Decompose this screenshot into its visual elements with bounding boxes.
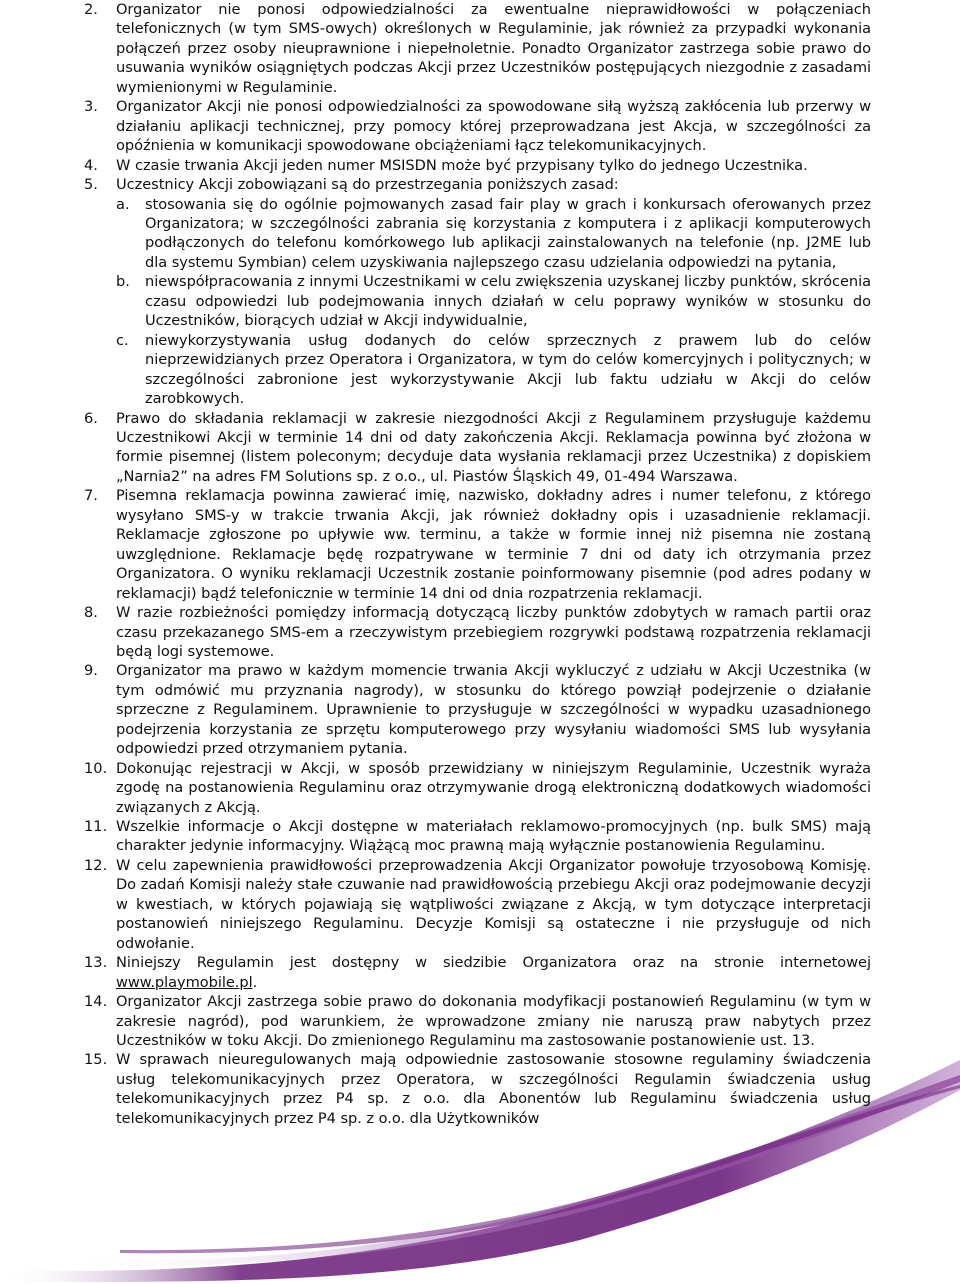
item-text: Organizator Akcji nie ponosi odpowiedzialności za spowodowane siłą wyższą zakłócenia lub przerwy w działaniu aplikacji technicznej, przy pomocy której przeprowadzana jest Akcja, w szczególności za opóźnienia w komunikacji spowodowane obciążeniami łącz telekomunikacyjnych. [116,98,871,155]
list-item [0,603,960,661]
item-number: 6. [84,409,98,427]
item-number: 2. [84,1,98,18]
item-number: 15. [84,1051,108,1069]
list-item [0,97,960,155]
list-item [0,409,960,487]
list-item [0,661,960,758]
item-number: 8. [84,604,98,622]
sub-list-item [0,331,960,409]
item-text: Organizator Akcji zastrzega sobie prawo do dokonania modyfikacji postanowień Regulaminu (w tym w zakresie nagród), pod warunkiem, że wprowadzone zmiany nie naruszą praw nabytych przez Uczestników w toku Akcji. Do zmienionego Regulaminu ma zastosowanie postanowienie ust. 13. [116,993,871,1050]
item-number: 9. [84,662,98,680]
list-item [0,1050,960,1128]
sub-item-text: niewykorzystywania usług dodanych do celów sprzecznych z prawem lub do celów nieprzewidzianych przez Operatora i Organizatora, w tym do celów komercyjnych i politycznych; w szczególności zabronione jest wykorzystywanie Akcji lub faktu udziału w Akcji do celów zarobkowych. [145,331,871,408]
item-number: 4. [84,156,98,174]
list-item [0,759,960,817]
list-item [0,486,960,603]
item-text: Wszelkie informacje o Akcji dostępne w materiałach reklamowo-promocyjnych (np. bulk SMS) mają charakter jedynie informacyjny. Wiążącą moc prawną mają wyłącznie postanowienia Regulaminu. [116,818,871,855]
item-number: 3. [84,98,98,116]
sub-item-letter: c. [116,331,129,349]
item-number: 14. [84,993,108,1011]
item-text: W celu zapewnienia prawidłowości przeprowadzenia Akcji Organizator powołuje trzyosobową Komisję. Do zadań Komisji należy stałe czuwanie nad prawidłowością przebiegu Akcji oraz podejmowanie decyzji w kwestiach, w których pojawiają się wątpliwości związane z Akcją, w tym dotyczące interpretacji postanowień niniejszego Regulaminu. Decyzje Komisji są ostateczne i nie przysługuje od nich odwołanie. [116,856,871,952]
list-item [0,156,960,175]
item-text: W czasie trwania Akcji jeden numer MSISDN może być przypisany tylko do jednego Uczestnika. [116,156,808,174]
item-number: 10. [84,759,108,777]
item-text: W razie rozbieżności pomiędzy informacją dotyczącą liczby punktów zdobytych w ramach partii oraz czasu przekazanego SMS-em a rzeczywistym przebiegiem rozgrywki podstawą rozpatrzenia reklamacji będą logi systemowe. [116,604,871,660]
sub-item-letter: b. [116,273,130,291]
item-text-after-link: . [252,973,258,991]
item-text: W sprawach nieuregulowanych mają odpowiednie zastosowanie stosowne regulaminy świadczenia usług telekomunikacyjnych przez Operatora, w szczególności Regulamin świadczenia usług telekomunikacyjnych przez P4 sp. z o.o. dla Abonentów lub Regulaminu świadczenia usług telekomunikacyjnych przez P4 sp. z o.o. dla Użytkowników [116,1051,871,1127]
item-text: Prawo do składania reklamacji w zakresie niezgodności Akcji z Regulaminem przysługuje każdemu Uczestnikowi Akcji w terminie 14 dni od daty zakończenia Akcji. Reklamacja powinna być złożona w formie pisemnej (listem poleconym; decyduje data wysłania reklamacji przez Uczestnika) z dopiskiem „Narnia2” na adres FM Solutions sp. z o.o., ul. Piastów Śląskich 49, 01-494 Warszawa. [116,409,871,485]
list-item [0,953,960,992]
item-number: 5. [84,176,98,194]
item-text: Uczestnicy Akcji zobowiązani są do przestrzegania poniższych zasad: [116,176,619,194]
list-item [0,992,960,1050]
website-link[interactable]: www.playmobile.pl [116,973,253,991]
sub-list-item [0,272,960,330]
item-number: 11. [84,818,108,836]
list-item [0,0,960,97]
sub-list-item [0,195,960,273]
list-item [0,817,960,856]
sub-item-text: stosowania się do ogólnie pojmowanych zasad fair play w grach i konkursach oferowanych przez Organizatora; w szczególności zabrania się korzystania z komputera i z aplikacji komputerowych podłączonych do telefonu komórkowego lub aplikacji zainstalowanych na telefonie (np. J2ME lub dla systemu Symbian) celem uzyskiwania najlepszego czasu udzielania odpowiedzi na pytania, [145,195,871,271]
list-item [0,175,960,408]
sub-item-text: niewspółpracowania z innymi Uczestnikami w celu zwiększenia uzyskanej liczby punktów, skrócenia czasu odpowiedzi lub podejmowania innych działań w celu poprawy wyników w stosunku do Uczestników, biorących udział w Akcji indywidualnie, [145,273,872,330]
item-text: Organizator ma prawo w każdym momencie trwania Akcji wykluczyć z udziału w Akcji Uczestnika (w tym odmówić mu przyznania nagrody), w stosunku do którego powziął podejrzenie o działanie sprzeczne z Regulaminem. Uprawnienie to przysługuje w szczególności w wypadku uzasadnionego podejrzenia korzystania ze sprzętu komputerowego przy wysyłaniu wiadomości SMS lub wysyłania odpowiedzi przed otrzymaniem pytania. [116,662,871,758]
list-item [0,856,960,953]
item-text: Organizator nie ponosi odpowiedzialności za ewentualne nieprawidłowości w połączeniach telefonicznych (w tym SMS-owych) określonych w Regulaminie, jak również za przypadki wykonania połączeń przez osoby nieuprawnione i niepełnoletnie. Ponadto Organizator zastrzega sobie prawo do usuwania wyników osiągniętych podczas Akcji przez Uczestników postępujących niezgodnie z zasadami wymienionymi w Regulaminie. [116,1,871,96]
sub-item-letter: a. [116,195,130,213]
item-text-before-link: Niniejszy Regulamin jest dostępny w siedzibie Organizatora oraz na stronie internetowej [116,954,871,972]
item-number: 12. [84,856,108,874]
item-number: 13. [84,954,108,972]
item-text: Pisemna reklamacja powinna zawierać imię, nazwisko, dokładny adres i numer telefonu, z którego wysyłano SMS-y w trakcie trwania Akcji, jak również dokładny opis i uzasadnienie reklamacji. Reklamacje zgłoszone po upływie ww. terminu, a także w formie innej niż pisemna nie zostaną uwzględnione. Reklamacje będę rozpatrywane w terminie 7 dni od daty ich otrzymania przez Organizatora. O wyniku reklamacji Uczestnik zostanie poinformowany pisemnie (pod adres podany w reklamacji) bądź telefonicznie w terminie 14 dni od dnia rozpatrzenia reklamacji. [116,487,871,602]
item-text [116,953,871,992]
item-number: 7. [84,487,98,505]
item-text: Dokonując rejestracji w Akcji, w sposób przewidziany w niniejszym Regulaminie, Uczestnik wyraża zgodę na postanowienia Regulaminu oraz otrzymywanie drogą elektroniczną dodatkowych wiadomości związanych z Akcją. [116,759,871,816]
